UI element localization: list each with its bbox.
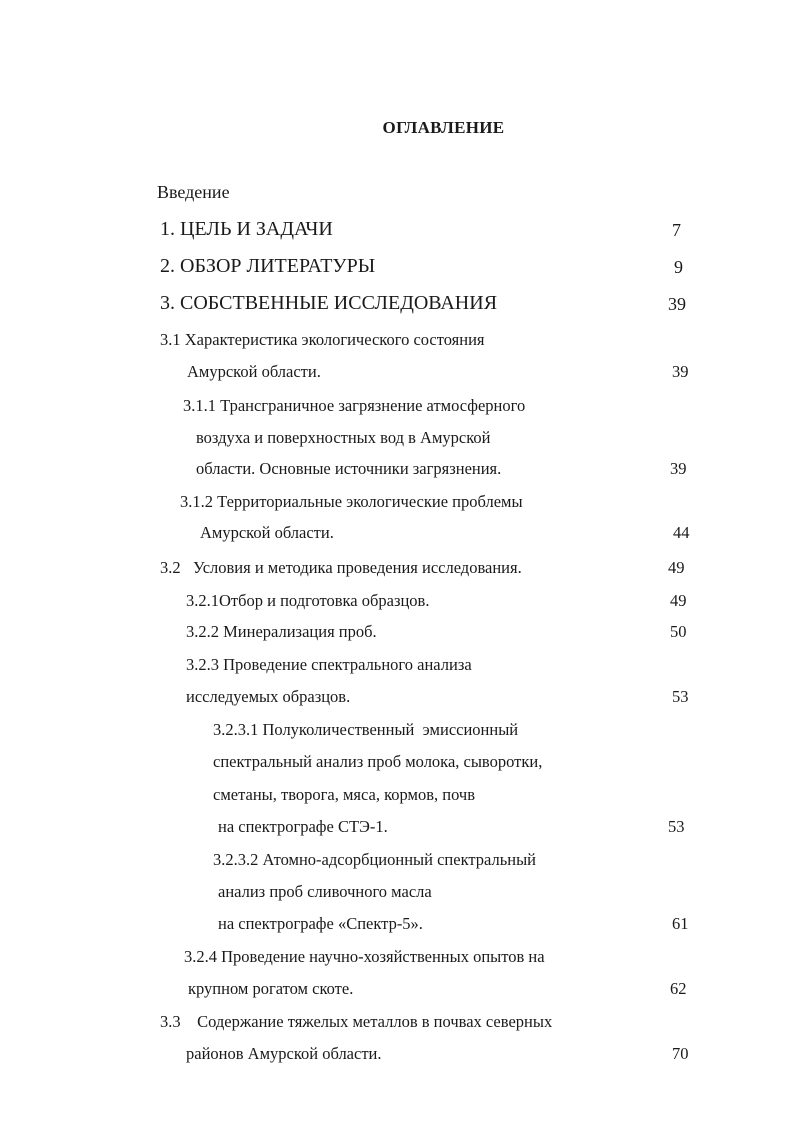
toc-entry-3-2-3-2: 3.2.3.2 Атомно-адсорбционный спектральный [213, 850, 536, 869]
toc-entry-3-2-1: 3.2.1Отбор и подготовка образцов. [186, 591, 430, 610]
toc-entry-3-3-cont: районов Амурской области. [186, 1044, 382, 1063]
toc-entry-intro: Введение [157, 182, 230, 202]
toc-page-1: 7 [672, 220, 681, 240]
toc-entry-3-1-1-cont: воздуха и поверхностных вод в Амурской [196, 428, 491, 447]
toc-entry-3-2-3-2-cont: анализ проб сливочного масла [218, 882, 432, 901]
toc-page-3-1-1: 39 [670, 459, 687, 478]
toc-page-3-2-2: 50 [670, 622, 687, 641]
toc-entry-3-1-cont: Амурской области. [187, 362, 321, 381]
toc-entry-3-2-3-1: 3.2.3.1 Полуколичественный эмиссионный [213, 720, 519, 739]
toc-entry-3-2-2: 3.2.2 Минерализация проб. [186, 622, 377, 641]
toc-entry-3: 3. СОБСТВЕННЫЕ ИССЛЕДОВАНИЯ [160, 292, 498, 314]
toc-entry-3-2-3-1-cont: спектральный анализ проб молока, сыворотки, [213, 752, 543, 771]
toc-entry-3-1-1: 3.1.1 Трансграничное загрязнение атмосферного [183, 396, 526, 415]
toc-page-2: 9 [674, 257, 683, 277]
toc-entry-3-1-1-cont2: области. Основные источники загрязнения. [196, 459, 502, 478]
toc-page-3-2-4: 62 [670, 979, 687, 998]
toc-entry-3-2-3-2-cont2: на спектрографе «Спектр-5». [218, 914, 423, 933]
toc-entry-3-2-4-cont: крупном рогатом скоте. [188, 979, 354, 998]
toc-entry-1: 1. ЦЕЛЬ И ЗАДАЧИ [160, 218, 333, 240]
toc-heading: ОГЛАВЛЕНИЕ [382, 118, 505, 137]
toc-entry-3-1: 3.1 Характеристика экологического состояния [160, 330, 485, 349]
toc-entry-2: 2. ОБЗОР ЛИТЕРАТУРЫ [160, 255, 376, 277]
toc-entry-3-2-3-1-cont3: на спектрографе СТЭ-1. [218, 817, 388, 836]
toc-page-3-2-3-1: 53 [668, 817, 685, 836]
toc-page-3-1: 39 [672, 362, 689, 381]
toc-entry-3-2: 3.2 Условия и методика проведения исследования. [160, 558, 522, 577]
toc-page-3-2-3: 53 [672, 687, 689, 706]
toc-page-3: 39 [668, 294, 686, 314]
toc-page-3-3: 70 [672, 1044, 689, 1063]
toc-entry-3-2-3: 3.2.3 Проведение спектрального анализа [186, 655, 472, 674]
toc-page-3-2-3-2: 61 [672, 914, 689, 933]
toc-page-3-2-1: 49 [670, 591, 687, 610]
toc-entry-3-1-2-cont: Амурской области. [200, 523, 334, 542]
toc-entry-3-2-3-1-cont2: сметаны, творога, мяса, кормов, почв [213, 785, 476, 804]
toc-page-3-2: 49 [668, 558, 685, 577]
toc-entry-3-3: 3.3 Содержание тяжелых металлов в почвах северных [160, 1012, 553, 1031]
toc-page-3-1-2: 44 [673, 523, 690, 542]
toc-entry-3-1-2: 3.1.2 Территориальные экологические проблемы [180, 492, 523, 511]
toc-entry-3-2-3-cont: исследуемых образцов. [186, 687, 351, 706]
toc-entry-3-2-4: 3.2.4 Проведение научно-хозяйственных опытов на [184, 947, 545, 966]
